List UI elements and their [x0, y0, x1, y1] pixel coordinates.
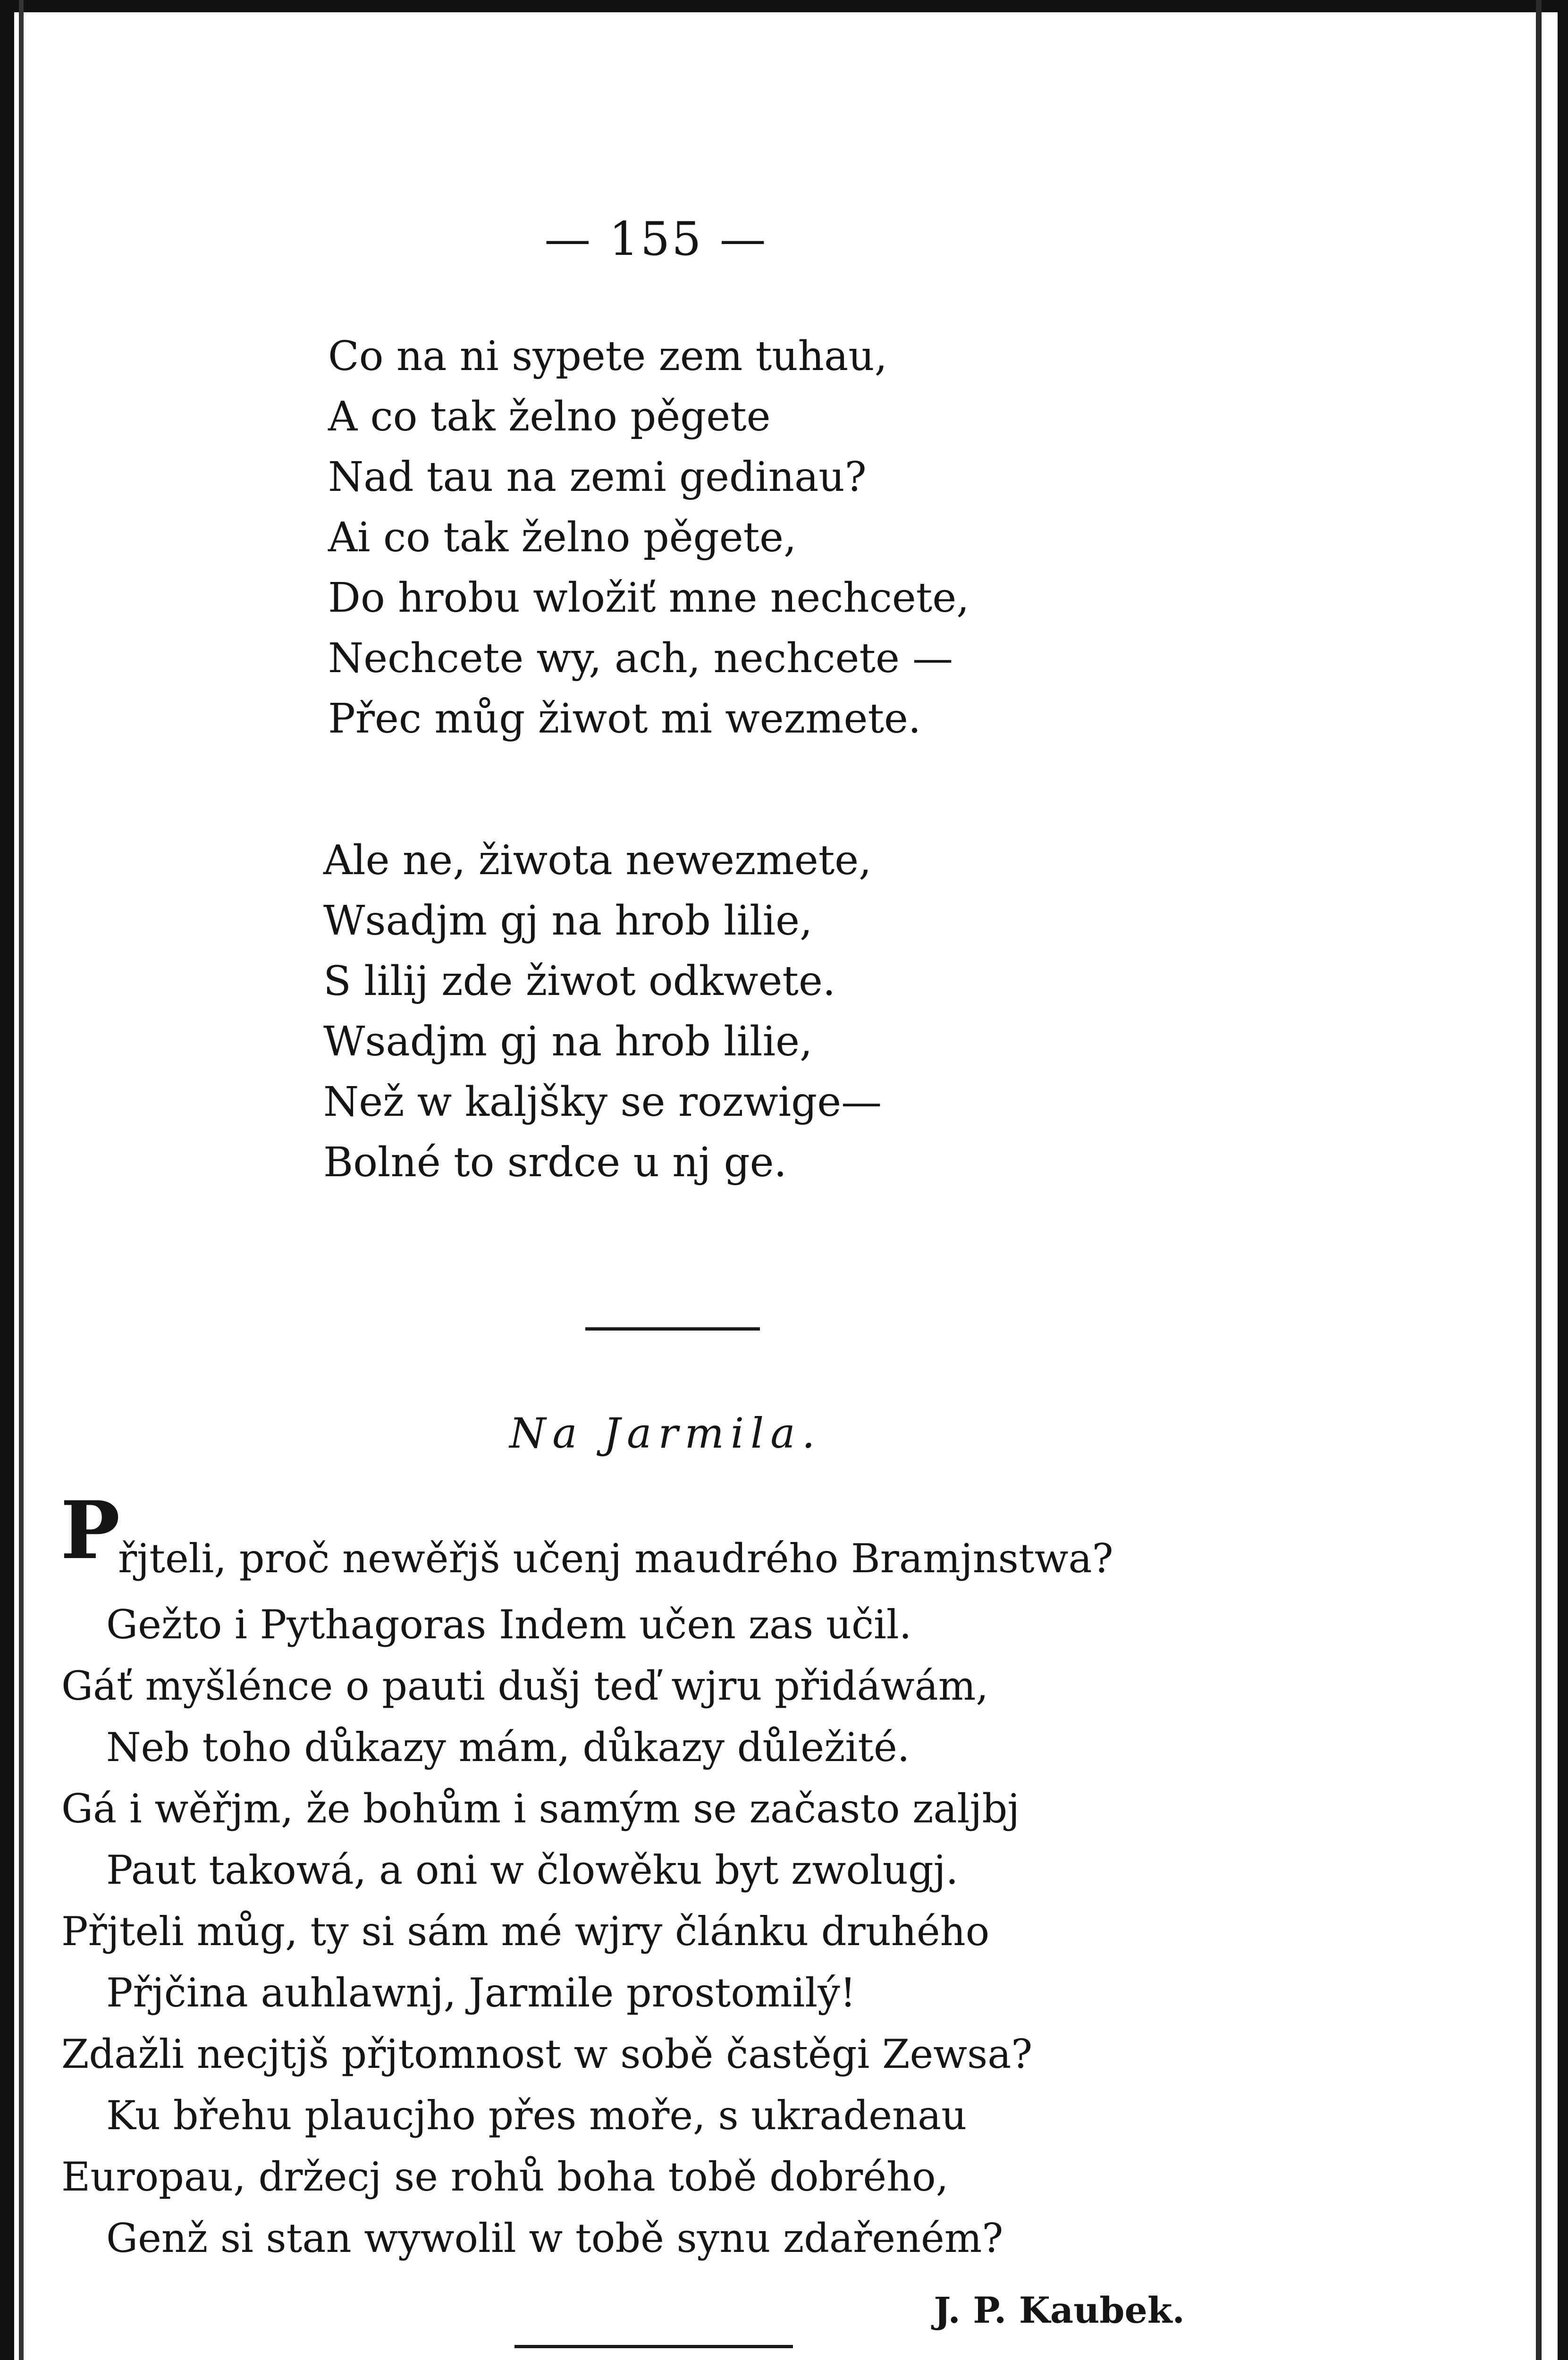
- footer-divider: [514, 2345, 793, 2348]
- poem-author: J. P. Kaubek.: [934, 2289, 1185, 2331]
- poem-line: Gá i wěřjm, že bohům i samým se začasto zaljbj: [61, 1786, 1020, 1832]
- poem-line: Přjčina auhlawnj, Jarmile prostomilý!: [106, 1970, 856, 2016]
- poem-line: Paut takowá, a oni w člowěku byt zwolugj.: [106, 1847, 959, 1893]
- poem-line: Gáť myšlénce o pauti dušj teď wjru přidáwám,: [61, 1663, 989, 1709]
- scan-edge-right: [1558, 0, 1568, 2360]
- poem-line: Europau, držecj se rohů boha tobě dobrého,: [61, 2154, 949, 2200]
- stanza1-line: Přec můg žiwot mi wezmete.: [328, 695, 921, 742]
- stanza2-line: Bolné to srdce u nj ge.: [323, 1139, 787, 1186]
- stanza2-line: Wsadjm gj na hrob lilie,: [323, 1018, 813, 1065]
- section-divider: [585, 1327, 760, 1331]
- poem-line: Zdažli necjtjš přjtomnost w sobě častěgi Zewsa?: [61, 2031, 1033, 2077]
- stanza2-line: Než w kaljšky se rozwige—: [323, 1079, 882, 1126]
- poem-line: Přjteli můg, ty si sám mé wjry článku druhého: [61, 1908, 990, 1955]
- poem-line: Ku břehu plaucjho přes moře, s ukradenau: [106, 2092, 967, 2139]
- scan-edge-left-inner: [19, 0, 24, 2360]
- drop-cap-initial: P: [60, 1483, 120, 1577]
- stanza1-line: Ai co tak želno pěgete,: [328, 514, 797, 561]
- stanza1-line: Nad tau na zemi gedinau?: [328, 454, 867, 501]
- poem-line: Genž si stan wywolil w tobě synu zdařeném?: [106, 2215, 1003, 2261]
- stanza2-line: S lilij zde žiwot odkwete.: [323, 958, 836, 1005]
- scan-edge-left: [0, 0, 14, 2360]
- poem-line-first: řjteli, proč newěřjš učenj maudrého Bramjnstwa?: [118, 1535, 1113, 1582]
- stanza2-line: Wsadjm gj na hrob lilie,: [323, 897, 813, 944]
- poem-line: Gežto i Pythagoras Indem učen zas učil.: [106, 1601, 912, 1648]
- page-number: — 155 —: [544, 212, 768, 266]
- scan-edge-right-inner: [1536, 0, 1542, 2360]
- poem-line: Neb toho důkazy mám, důkazy důležité.: [106, 1724, 910, 1770]
- stanza1-line: Do hrobu wložiť mne nechcete,: [328, 574, 969, 622]
- poem-title: Na Jarmila.: [509, 1409, 822, 1458]
- stanza1-line: Co na ni sypete zem tuhau,: [328, 333, 888, 380]
- stanza1-line: Nechcete wy, ach, nechcete —: [328, 635, 953, 682]
- scan-edge-top: [0, 0, 1568, 12]
- stanza2-line: Ale ne, žiwota newezmete,: [323, 837, 872, 884]
- stanza1-line: A co tak želno pěgete: [328, 393, 771, 440]
